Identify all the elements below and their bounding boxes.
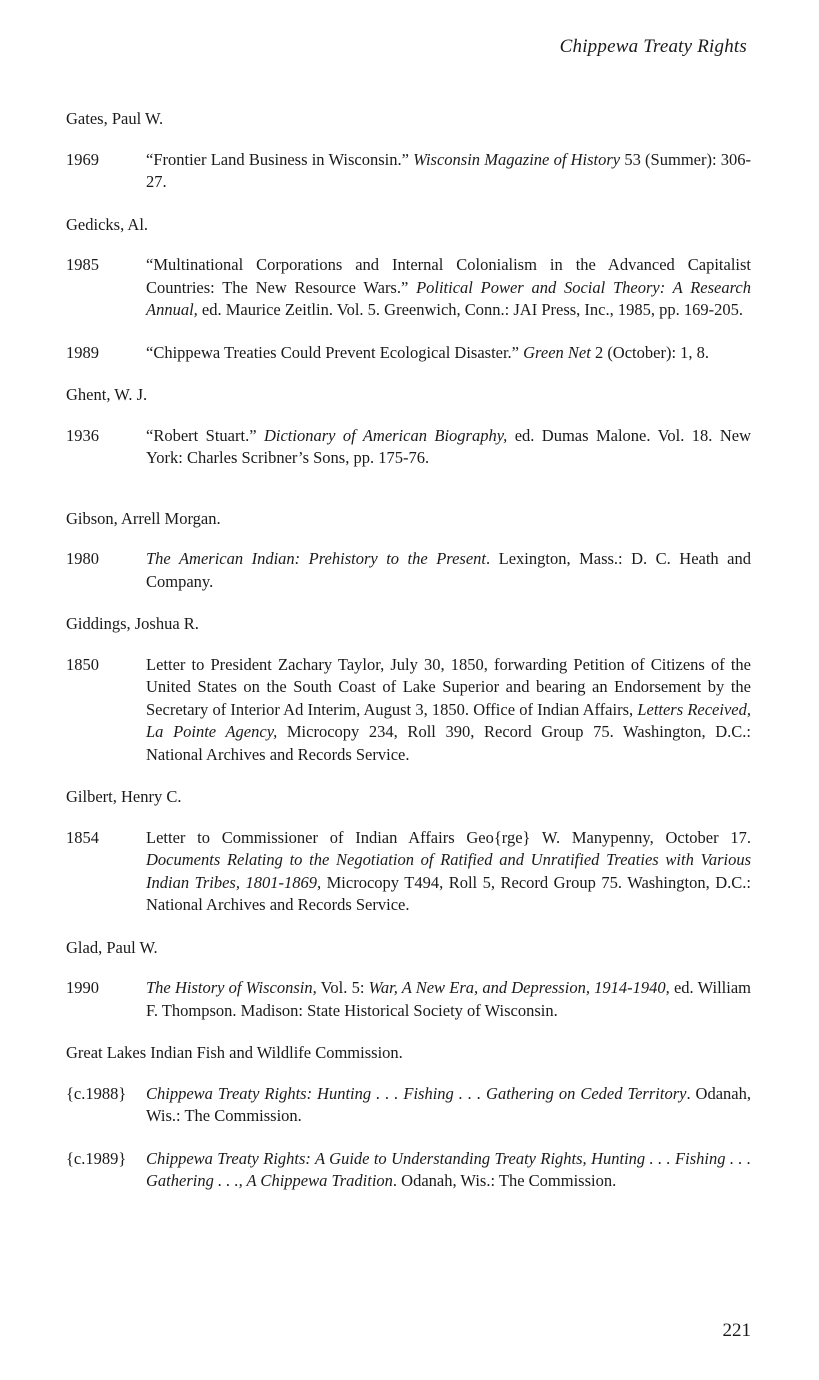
entry-citation	[146, 149, 751, 194]
bibliography-entry	[66, 425, 751, 470]
citation-text: Vol. 5:	[316, 978, 369, 997]
author-name: Giddings, Joshua R.	[66, 614, 199, 633]
citation-title: Wisconsin Magazine of History	[413, 149, 621, 169]
bibliography-entry	[66, 254, 751, 322]
bibliography-entry	[66, 149, 751, 194]
entry-citation	[146, 654, 751, 767]
citation-title: Chippewa Treaty Rights: Hunting . . . Fishing . . . Gathering on Ceded Territory	[146, 1083, 687, 1103]
citation-text: Letter to Commissioner of Indian Affairs Geo{rge} W. Manypenny, October 17.	[146, 827, 751, 847]
author-name: Gedicks, Al.	[66, 214, 149, 234]
page-number: 221	[722, 1319, 751, 1341]
citation-text: 2 (October): 1, 8.	[590, 342, 710, 362]
citation-text: 53 (Summer): 306-27.	[146, 149, 752, 191]
entry-year: 1936	[66, 425, 99, 445]
entry-year: 1989	[66, 342, 99, 362]
author-name: Glad, Paul W.	[66, 937, 158, 957]
bibliography-entry	[66, 827, 751, 917]
entry-year: 1969	[66, 149, 99, 169]
bibliography-entry	[66, 1148, 751, 1193]
section-spacer	[66, 490, 751, 508]
citation-text: ed. Dumas Malone. Vol. 18. New York: Charles Scribner’s Sons, pp. 175-76.	[146, 425, 752, 467]
entry-citation	[146, 254, 751, 322]
author-group	[66, 384, 751, 508]
citation-text: “Multinational Corporations and Internal Colonialism in the Advanced Capitalist Countries: The New Resource Wars.”	[146, 255, 751, 297]
entry-citation	[146, 548, 751, 593]
citation-title: Green Net	[523, 342, 591, 362]
running-head: Chippewa Treaty Rights	[559, 36, 747, 57]
citation-text: . Odanah, Wis.: The Commission.	[146, 1083, 751, 1125]
citation-text: . Lexington, Mass.: D. C. Heath and Company.	[146, 549, 752, 591]
citation-title: Chippewa Treaty Rights: A Guide to Understanding Treaty Rights, Hunting . . . Fishing . . . Gathering . . ., A Chippewa Tradition	[146, 1148, 751, 1190]
entry-year: 1980	[66, 549, 99, 568]
citation-title: The American Indian: Prehistory to the Present	[146, 549, 486, 568]
author-group	[66, 508, 751, 594]
entry-year: 1990	[66, 978, 99, 997]
author-group	[66, 108, 751, 194]
citation-text: . Odanah, Wis.: The Commission.	[392, 1171, 617, 1190]
citation-text: ed. Maurice Zeitlin. Vol. 5. Greenwich, Conn.: JAI Press, Inc., 1985, pp. 169-205.	[197, 300, 743, 319]
entry-year: {c.1989}	[66, 1148, 127, 1168]
citation-text: Microcopy T494, Roll 5, Record Group 75. Washington, D.C.: National Archives and Records Service.	[146, 872, 751, 914]
entry-citation	[146, 342, 751, 365]
citation-text: ed. William F. Thompson. Madison: State Historical Society of Wisconsin.	[146, 978, 751, 1020]
citation-text: “Robert Stuart.”	[146, 425, 264, 445]
entry-year: {c.1988}	[66, 1083, 127, 1103]
citation-title: Political Power and Social Theory: A Research Annual,	[146, 277, 751, 319]
author-group	[66, 214, 751, 365]
bibliography-entry	[66, 548, 751, 593]
bibliography-list	[66, 108, 751, 1213]
citation-text: Letter to President Zachary Taylor, July 30, 1850, forwarding Petition of Citizens of the United States on the South Coast of Lake Superior and bearing an Endorsement by the Secretary of Interior Ad Interim, August 3, 1850. Office of Indian Affairs,	[146, 654, 751, 719]
bibliography-entry	[66, 977, 751, 1022]
author-name: Great Lakes Indian Fish and Wildlife Commission.	[66, 1043, 403, 1062]
author-group	[66, 937, 751, 1023]
citation-text: “Frontier Land Business in Wisconsin.”	[146, 149, 414, 169]
citation-title: War, A New Era, and Depression, 1914-1940,	[368, 978, 670, 997]
citation-title: Letters Received, La Pointe Agency,	[146, 699, 751, 741]
entry-citation	[146, 827, 751, 917]
author-name: Gibson, Arrell Morgan.	[66, 508, 221, 528]
bibliography-entry	[66, 342, 751, 365]
citation-text: “Chippewa Treaties Could Prevent Ecological Disaster.”	[146, 342, 524, 362]
entry-citation	[146, 1083, 751, 1128]
citation-title: The History of Wisconsin,	[146, 978, 317, 997]
bibliography-entry	[66, 1083, 751, 1128]
bibliography-entry	[66, 654, 751, 767]
author-group	[66, 613, 751, 766]
citation-text: Microcopy 234, Roll 390, Record Group 75. Washington, D.C.: National Archives and Records Service.	[146, 722, 751, 764]
entry-year: 1985	[66, 255, 99, 274]
entry-citation	[146, 425, 751, 470]
entry-citation	[146, 1148, 751, 1193]
entry-year: 1850	[66, 654, 99, 674]
author-name: Ghent, W. J.	[66, 385, 148, 404]
citation-title: Documents Relating to the Negotiation of Ratified and Unratified Treaties with Various Indian Tribes, 1801-1869,	[146, 850, 751, 892]
entry-year: 1854	[66, 827, 99, 847]
citation-title: Dictionary of American Biography,	[263, 425, 508, 445]
author-name: Gates, Paul W.	[66, 109, 164, 128]
author-group	[66, 786, 751, 917]
entry-citation	[146, 977, 751, 1022]
author-group	[66, 1042, 751, 1193]
author-name: Gilbert, Henry C.	[66, 787, 182, 806]
